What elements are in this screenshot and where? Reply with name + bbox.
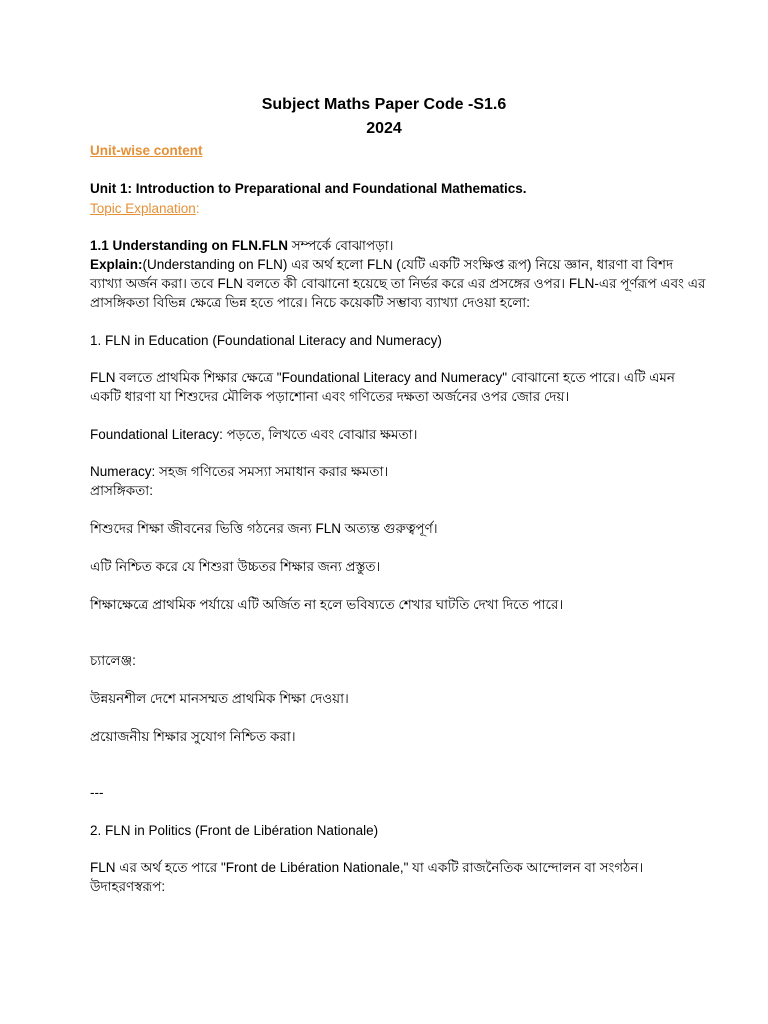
challenge-point-1: উন্নয়নশীল দেশে মানসম্মত প্রাথমিক শিক্ষা দেওয়া। [90,691,349,706]
challenge-point-2: প্রয়োজনীয় শিক্ষার সুযোগ নিশ্চিত করা। [90,729,296,744]
section-separator: --- [90,785,104,800]
fln-education-para-line-1: FLN বলতে প্রাথমিক শিক্ষার ক্ষেত্রে "Foundational Literacy and Numeracy" বোঝানো হতে পারে। এটি এমন [90,370,675,385]
relevance-label: প্রাসঙ্গিকতা: [90,483,153,498]
fln-education-para-line-2: একটি ধারণা যা শিশুদের মৌলিক পড়াশোনা এবং গণিতের দক্ষতা অর্জনের ওপর জোর দেয়। [90,389,570,404]
examples-label: উদাহরণস্বরূপ: [90,879,166,894]
relevance-point-2: এটি নিশ্চিত করে যে শিশুরা উচ্চতর শিক্ষার জন্য প্রস্তুত। [90,559,381,574]
explain-text-1: (Understanding on FLN) এর অর্থ হলো FLN (যেটি একটি সংক্ষিপ্ত রূপ) নিয়ে জ্ঞান, ধারণা বা বিশদ [142,257,674,272]
section-1-1-heading [90,236,394,255]
foundational-literacy-text: Foundational Literacy: পড়তে, লিখতে এবং বোঝার ক্ষমতা। [90,427,418,442]
fln-politics-heading: 2. FLN in Politics (Front de Libération Nationale) [90,823,379,838]
topic-explanation-label: Topic Explanation [90,201,196,216]
unit-wise-content-heading: Unit-wise content [90,143,203,158]
topic-explanation-heading [90,199,200,218]
relevance-point-3: শিক্ষাক্ষেত্রে প্রাথমিক পর্যায়ে এটি অর্জিত না হলে ভবিষ্যতে শেখার ঘাটতি দেখা দিতে পারে। [90,597,564,612]
relevance-point-1: শিশুদের শিক্ষা জীবনের ভিত্তি গঠনের জন্য FLN অত্যন্ত গুরুত্বপূর্ণ। [90,521,438,536]
fln-education-heading: 1. FLN in Education (Foundational Literacy and Numeracy) [90,333,442,348]
document-title: Subject Maths Paper Code -S1.6 [261,96,507,113]
unit-1-heading: Unit 1: Introduction to Preparational and Foundational Mathematics. [90,181,527,196]
section-1-1-heading-bold: 1.1 Understanding on FLN.FLN [90,238,288,253]
section-1-1-heading-rest: সম্পর্কে বোঝাপড়া। [288,238,394,253]
explain-line-3: প্রাসঙ্গিকতা বিভিন্ন ক্ষেত্রে ভিন্ন হতে পারে। নিচে কয়েকটি সম্ভাব্য ব্যাখ্যা দেওয়া হলো: [90,295,530,310]
explain-line-1 [90,255,673,274]
explain-label: Explain: [90,257,143,272]
fln-politics-para-line-1: FLN এর অর্থ হতে পারে "Front de Libération Nationale," যা একটি রাজনৈতিক আন্দোলন বা সংগঠন। [90,860,644,875]
explain-line-2: ব্যাখ্যা অর্জন করা। তবে FLN বলতে কী বোঝানো হয়েছে তা নির্ভর করে এর প্রসঙ্গের ওপর। FLN-এর পূর্ণরূপ এবং এর [90,276,706,291]
document-year: 2024 [366,120,402,137]
topic-explanation-colon: : [195,201,200,216]
numeracy-text: Numeracy: সহজ গণিতের সমস্যা সমাধান করার ক্ষমতা। [90,464,389,479]
challenge-label: চ্যালেঞ্জ: [90,653,136,668]
